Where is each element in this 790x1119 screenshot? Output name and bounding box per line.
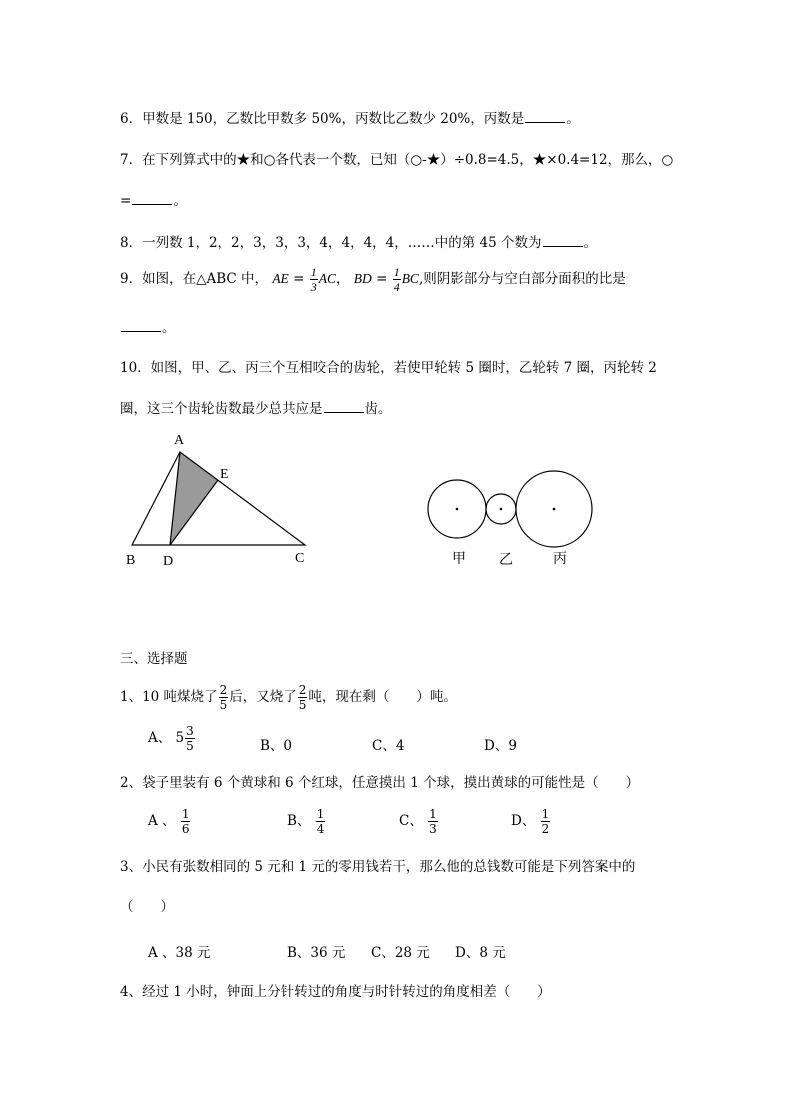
label-a: A bbox=[174, 433, 185, 448]
option-b: B、 $\frac{1}{4}$ bbox=[287, 807, 325, 836]
choice-question-4: 4、经过 1 小时，钟面上分针转过的角度与时针转过的角度相差（ ） bbox=[120, 984, 551, 1000]
label-b: B bbox=[126, 553, 136, 568]
fraction-two-fifths: $\frac{2}{5}$ bbox=[219, 683, 228, 712]
answer-blank bbox=[525, 109, 565, 123]
gears-figure bbox=[420, 465, 620, 575]
question-10: 10．如图，甲、乙、丙三个互相咬合的齿轮，若使甲轮转 5 圈时，乙轮转 7 圈，丙轮转 2 bbox=[120, 360, 657, 376]
label-bing: 丙 bbox=[553, 551, 567, 567]
answer-blank bbox=[121, 318, 161, 332]
option-c: C、 $\frac{1}{3}$ bbox=[399, 807, 437, 836]
choice-question-1: 1、10 吨煤烧了 $\frac{2}{5}$ 后，又烧了 $\frac{2}{5}$ 吨，现在剩（ ）吨。 bbox=[120, 683, 457, 712]
label-yi: 乙 bbox=[499, 552, 513, 568]
question-10-cont: 圈，这三个齿轮齿数最少总共应是 齿。 bbox=[120, 401, 392, 417]
label-d: D bbox=[163, 554, 174, 569]
option-a: A、 5 $\frac{3}{5}$ bbox=[148, 724, 194, 753]
answer-blank bbox=[543, 233, 583, 247]
question-8: 8．一列数 1，2，2，3，3，3，4，4，4，4，……中的第 45 个数为 。 bbox=[120, 235, 598, 251]
triangle-abc bbox=[132, 452, 305, 545]
option-a: A 、38 元 bbox=[148, 945, 211, 961]
fraction-two-fifths: $\frac{2}{5}$ bbox=[298, 683, 307, 712]
fraction-one-third: $\frac{1}{3}$ bbox=[310, 265, 317, 294]
option-c: C、28 元 bbox=[371, 945, 430, 961]
question-9-cont: 。 bbox=[120, 318, 176, 337]
option-d: D、9 bbox=[484, 738, 517, 754]
gear-yi-center bbox=[500, 508, 503, 511]
label-c: C bbox=[295, 551, 305, 566]
triangle-figure bbox=[120, 428, 320, 573]
option-a: A 、 $\frac{1}{6}$ bbox=[148, 807, 190, 836]
option-d: D、8 元 bbox=[455, 945, 506, 961]
choice-question-3-cont: （ ） bbox=[120, 899, 174, 915]
choice-question-2: 2、袋子里装有 6 个黄球和 6 个红球，任意摸出 1 个球，摸出黄球的可能性是（ ） bbox=[120, 775, 640, 791]
option-d: D、 $\frac{1}{2}$ bbox=[511, 807, 550, 836]
question-9: 9．如图，在△ABC 中， AE = $\frac{1}{3}$ AC， BD = $\frac{1}{4}$ BC,则阴影部分与空白部分面积的比是 bbox=[120, 265, 626, 294]
question-7: 7．在下列算式中的★和○各代表一个数，已知（○-★）÷0.8=4.5，★×0.4=12，那么，○ bbox=[120, 152, 674, 168]
section-title: 三、选择题 bbox=[120, 651, 188, 667]
question-6: 6．甲数是 150，乙数比甲数多 50%，丙数比乙数少 20%，丙数是 。 bbox=[120, 111, 580, 127]
answer-blank bbox=[132, 191, 172, 205]
label-jia: 甲 bbox=[452, 551, 466, 567]
answer-blank bbox=[324, 399, 364, 413]
shaded-region bbox=[170, 452, 218, 545]
gear-jia-center bbox=[456, 508, 459, 511]
option-b: B、0 bbox=[260, 738, 293, 754]
gear-bing-center bbox=[553, 508, 556, 511]
label-e: E bbox=[220, 467, 229, 482]
question-7-cont: = 。 bbox=[120, 193, 187, 209]
option-b: B、36 元 bbox=[287, 945, 346, 961]
option-c: C、4 bbox=[372, 738, 405, 754]
choice-question-3: 3、小民有张数相同的 5 元和 1 元的零用钱若干，那么他的总钱数可能是下列答案中的 bbox=[120, 859, 636, 875]
fraction-one-fourth: $\frac{1}{4}$ bbox=[393, 265, 400, 294]
